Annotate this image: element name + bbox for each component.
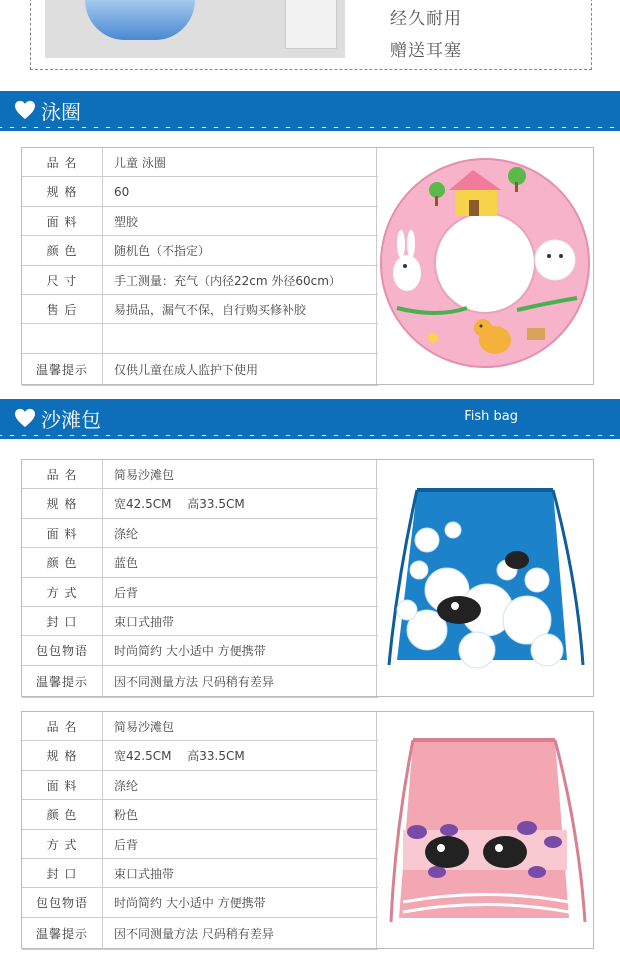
feature-earplugs: 赠送耳塞 xyxy=(390,41,462,61)
row-value: 时尚简约 大小适中 方便携带 xyxy=(114,896,266,910)
table-row xyxy=(22,354,378,386)
row-value: 因不同测量方法 尺码稍有差异 xyxy=(114,927,274,941)
row-label: 包包物语 xyxy=(22,888,103,917)
goggles-photo xyxy=(45,0,345,58)
table-row xyxy=(22,607,378,636)
pink-bag-image-cell xyxy=(376,712,593,948)
table-row xyxy=(22,888,378,918)
section-banner-ring xyxy=(0,91,620,127)
row-label: 方 式 xyxy=(22,830,103,858)
earplugs-image xyxy=(285,0,337,49)
table-row xyxy=(22,460,378,489)
pink-bag-image xyxy=(377,712,593,948)
table-row xyxy=(22,800,378,830)
row-value: 易损品，漏气不保，自行购买修补胶 xyxy=(114,302,307,317)
row-value: 宽42.5CM 高33.5CM xyxy=(114,497,245,511)
row-value: 束口式抽带 xyxy=(114,614,175,629)
row-value: 宽42.5CM 高33.5CM xyxy=(114,749,245,763)
table-row xyxy=(22,266,378,295)
row-value: 因不同测量方法 尺码稍有差异 xyxy=(114,675,274,689)
table-row xyxy=(22,830,378,859)
row-value: 后背 xyxy=(114,837,139,852)
row-value: 随机色（不指定） xyxy=(114,244,211,258)
feature-durable: 经久耐用 xyxy=(390,9,462,29)
row-label: 封 口 xyxy=(22,607,103,635)
banner-underline xyxy=(0,436,620,439)
table-row xyxy=(22,771,378,800)
row-label: 面 料 xyxy=(22,207,103,235)
row-label: 规 格 xyxy=(22,177,103,206)
row-label: 封 口 xyxy=(22,859,103,887)
table-row xyxy=(22,177,378,207)
table-row xyxy=(22,636,378,666)
row-label: 售 后 xyxy=(22,295,103,323)
table-row xyxy=(22,148,378,177)
row-value: 蓝色 xyxy=(114,556,139,570)
row-value: 塑胶 xyxy=(114,214,139,229)
table-row xyxy=(22,666,378,698)
row-value: 手工测量：充气（内径22cm 外径60cm） xyxy=(114,273,341,288)
row-label: 包包物语 xyxy=(22,636,103,665)
row-label: 品 名 xyxy=(22,460,103,488)
row-value: 涤纶 xyxy=(114,778,139,793)
table-row xyxy=(22,548,378,578)
spec-table-ring xyxy=(21,147,594,385)
table-row xyxy=(22,489,378,519)
row-label: 方 式 xyxy=(22,578,103,606)
row-value: 简易沙滩包 xyxy=(114,719,175,734)
section-banner-beach-bag xyxy=(0,399,620,435)
heart-icon xyxy=(14,100,36,120)
table-row xyxy=(22,324,378,354)
table-row xyxy=(22,859,378,888)
row-value: 后背 xyxy=(114,585,139,600)
section-title-ring: 泳圈 xyxy=(41,100,81,124)
row-value: 仅供儿童在成人监护下使用 xyxy=(114,363,259,377)
section-title-beach-bag: 沙滩包 xyxy=(41,408,101,432)
row-value: 涤纶 xyxy=(114,526,139,541)
spec-table-blue-bag xyxy=(21,459,594,697)
table-row xyxy=(22,741,378,771)
heart-icon xyxy=(14,408,36,428)
row-label: 温馨提示 xyxy=(22,666,103,697)
row-label: 规 格 xyxy=(22,741,103,770)
row-label: 面 料 xyxy=(22,519,103,547)
table-row xyxy=(22,918,378,950)
row-label: 颜 色 xyxy=(22,548,103,577)
row-label: 面 料 xyxy=(22,771,103,799)
row-label: 尺 寸 xyxy=(22,266,103,294)
row-value: 束口式抽带 xyxy=(114,866,175,881)
row-label: 颜 色 xyxy=(22,236,103,265)
row-value: 时尚简约 大小适中 方便携带 xyxy=(114,644,266,658)
row-label: 颜 色 xyxy=(22,800,103,829)
row-label xyxy=(22,324,103,353)
table-row xyxy=(22,207,378,236)
table-row xyxy=(22,712,378,741)
goggles-image xyxy=(85,0,195,40)
blue-bag-image xyxy=(377,460,593,696)
row-value: 60 xyxy=(114,184,130,199)
banner-underline xyxy=(0,128,620,131)
blue-bag-image-cell xyxy=(376,460,593,696)
section-subtitle-fish-bag: Fish bag xyxy=(464,409,518,424)
row-value: 简易沙滩包 xyxy=(114,467,175,482)
row-label: 温馨提示 xyxy=(22,354,103,385)
table-row xyxy=(22,236,378,266)
row-value: 儿童 泳圈 xyxy=(114,155,166,170)
swim-ring-image xyxy=(377,148,593,384)
spec-table-pink-bag xyxy=(21,711,594,949)
row-label: 规 格 xyxy=(22,489,103,518)
table-row xyxy=(22,578,378,607)
row-value: 粉色 xyxy=(114,808,139,822)
row-label: 品 名 xyxy=(22,712,103,740)
table-row xyxy=(22,519,378,548)
row-label: 温馨提示 xyxy=(22,918,103,949)
table-row xyxy=(22,295,378,324)
row-label: 品 名 xyxy=(22,148,103,176)
swim-ring-image-cell xyxy=(376,148,593,384)
